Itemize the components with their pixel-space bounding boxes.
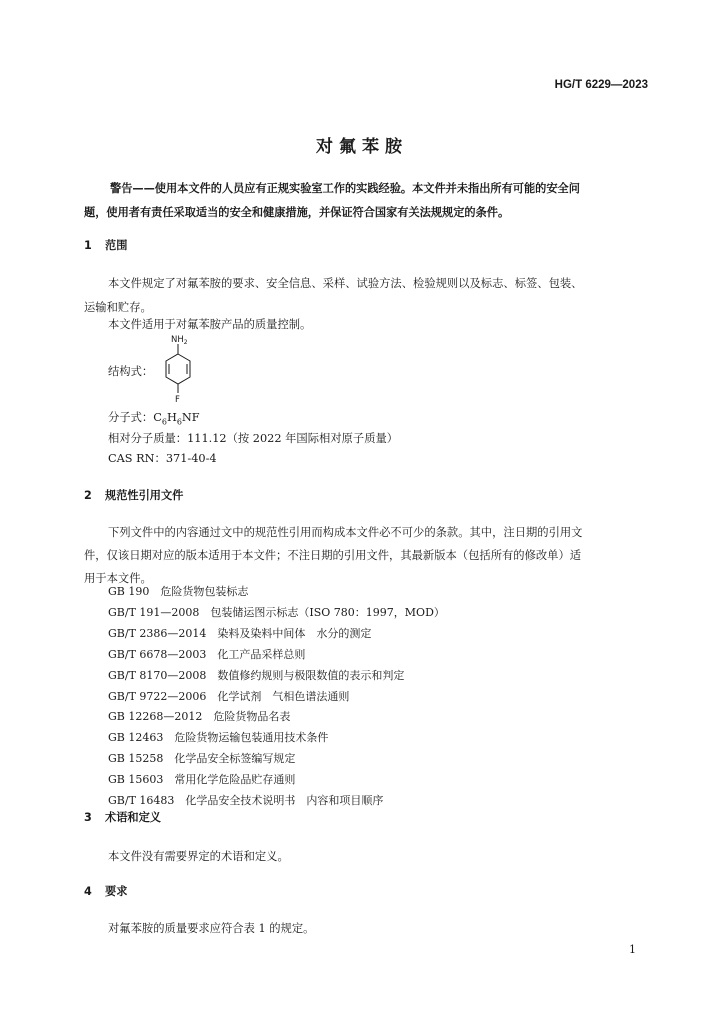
intro-line-3: 用于本文件。 — [84, 572, 152, 585]
reference-item: GB/T 9722—2006 化学试剂 气相色谱法通则 — [108, 689, 350, 703]
reference-item: GB/T 2386—2014 染料及染料中间体 水分的测定 — [108, 626, 372, 640]
warning-line-2: 题，使用者有责任采取适当的安全和健康措施，并保证符合国家有关法规规定的条件。 — [84, 206, 510, 219]
section-title: 术语和定义 — [105, 811, 161, 824]
section-number: 3 — [84, 811, 92, 824]
section-title: 规范性引用文件 — [105, 489, 184, 502]
section-number: 1 — [84, 239, 92, 252]
molecular-formula: 分子式：$C_6H_6NF$ — [108, 411, 200, 427]
reference-item: GB/T 191—2008 包装储运图示标志（ISO 780：1997，MOD） — [108, 605, 445, 619]
reference-item: GB 12463 危险货物运输包装通用技术条件 — [108, 731, 329, 745]
scope-line-1: 本文件规定了对氟苯胺的要求、安全信息、采样、试验方法、检验规则以及标志、标签、包装、 — [108, 277, 583, 290]
section-1-heading — [84, 237, 127, 253]
benzene-ring — [166, 344, 190, 393]
intro-line-2: 件，仅该日期对应的版本适用于本文件；不注日期的引用文件，其最新版本（包括所有的修改单）适 — [84, 549, 582, 562]
scope-line-2: 运输和贮存。 — [84, 301, 152, 314]
section-2-heading — [84, 487, 183, 503]
warning-line-1: 警告——使用本文件的人员应有正规实验室工作的实践经验。本文件并未指出所有可能的安全问 — [110, 182, 580, 195]
reference-item: GB 15258 化学品安全标签编写规定 — [108, 752, 296, 766]
scope-paragraph — [84, 272, 656, 320]
standard-code: HG/T 6229—2023 — [554, 79, 648, 91]
section-number: 2 — [84, 489, 92, 502]
reference-item: GB/T 16483 化学品安全技术说明书 内容和项目顺序 — [108, 794, 384, 808]
page-number: 1 — [629, 943, 636, 956]
reference-item: GB/T 6678—2003 化工产品采样总则 — [108, 647, 306, 661]
references-intro — [84, 521, 656, 590]
requirements-text: 对氟苯胺的质量要求应符合表 1 的规定。 — [108, 922, 315, 935]
relative-molecular-mass: 相对分子质量：111.12（按 2022 年国际相对原子质量） — [108, 432, 399, 445]
terms-text: 本文件没有需要界定的术语和定义。 — [108, 850, 289, 863]
section-title: 范围 — [105, 239, 128, 252]
section-4-heading — [84, 883, 127, 899]
reference-item: GB 12268—2012 危险货物品名表 — [108, 710, 291, 724]
section-title: 要求 — [105, 885, 128, 898]
reference-item: GB/T 8170—2008 数值修约规则与极限数值的表示和判定 — [108, 668, 405, 682]
structure-label: 结构式： — [108, 365, 154, 378]
intro-line-1: 下列文件中的内容通过文中的规范性引用而构成本文件必不可少的条款。其中，注日期的引用文 — [108, 526, 583, 539]
section-number: 4 — [84, 885, 92, 898]
section-3-heading — [84, 809, 161, 825]
warning-paragraph — [84, 177, 652, 225]
cas-number: CAS RN：371-40-4 — [108, 452, 217, 465]
applicability-text: 本文件适用于对氟苯胺产品的质量控制。 — [108, 318, 312, 331]
reference-item: GB 190 危险货物包装标志 — [108, 585, 249, 598]
reference-list — [108, 582, 445, 812]
amine-group-label: $NH_2$ — [171, 335, 188, 346]
reference-item: GB 15603 常用化学危险品贮存通则 — [108, 773, 296, 787]
structural-formula-diagram — [150, 332, 210, 404]
fluorine-label: F — [175, 395, 180, 404]
document-title: 对氟苯胺 — [316, 137, 408, 157]
